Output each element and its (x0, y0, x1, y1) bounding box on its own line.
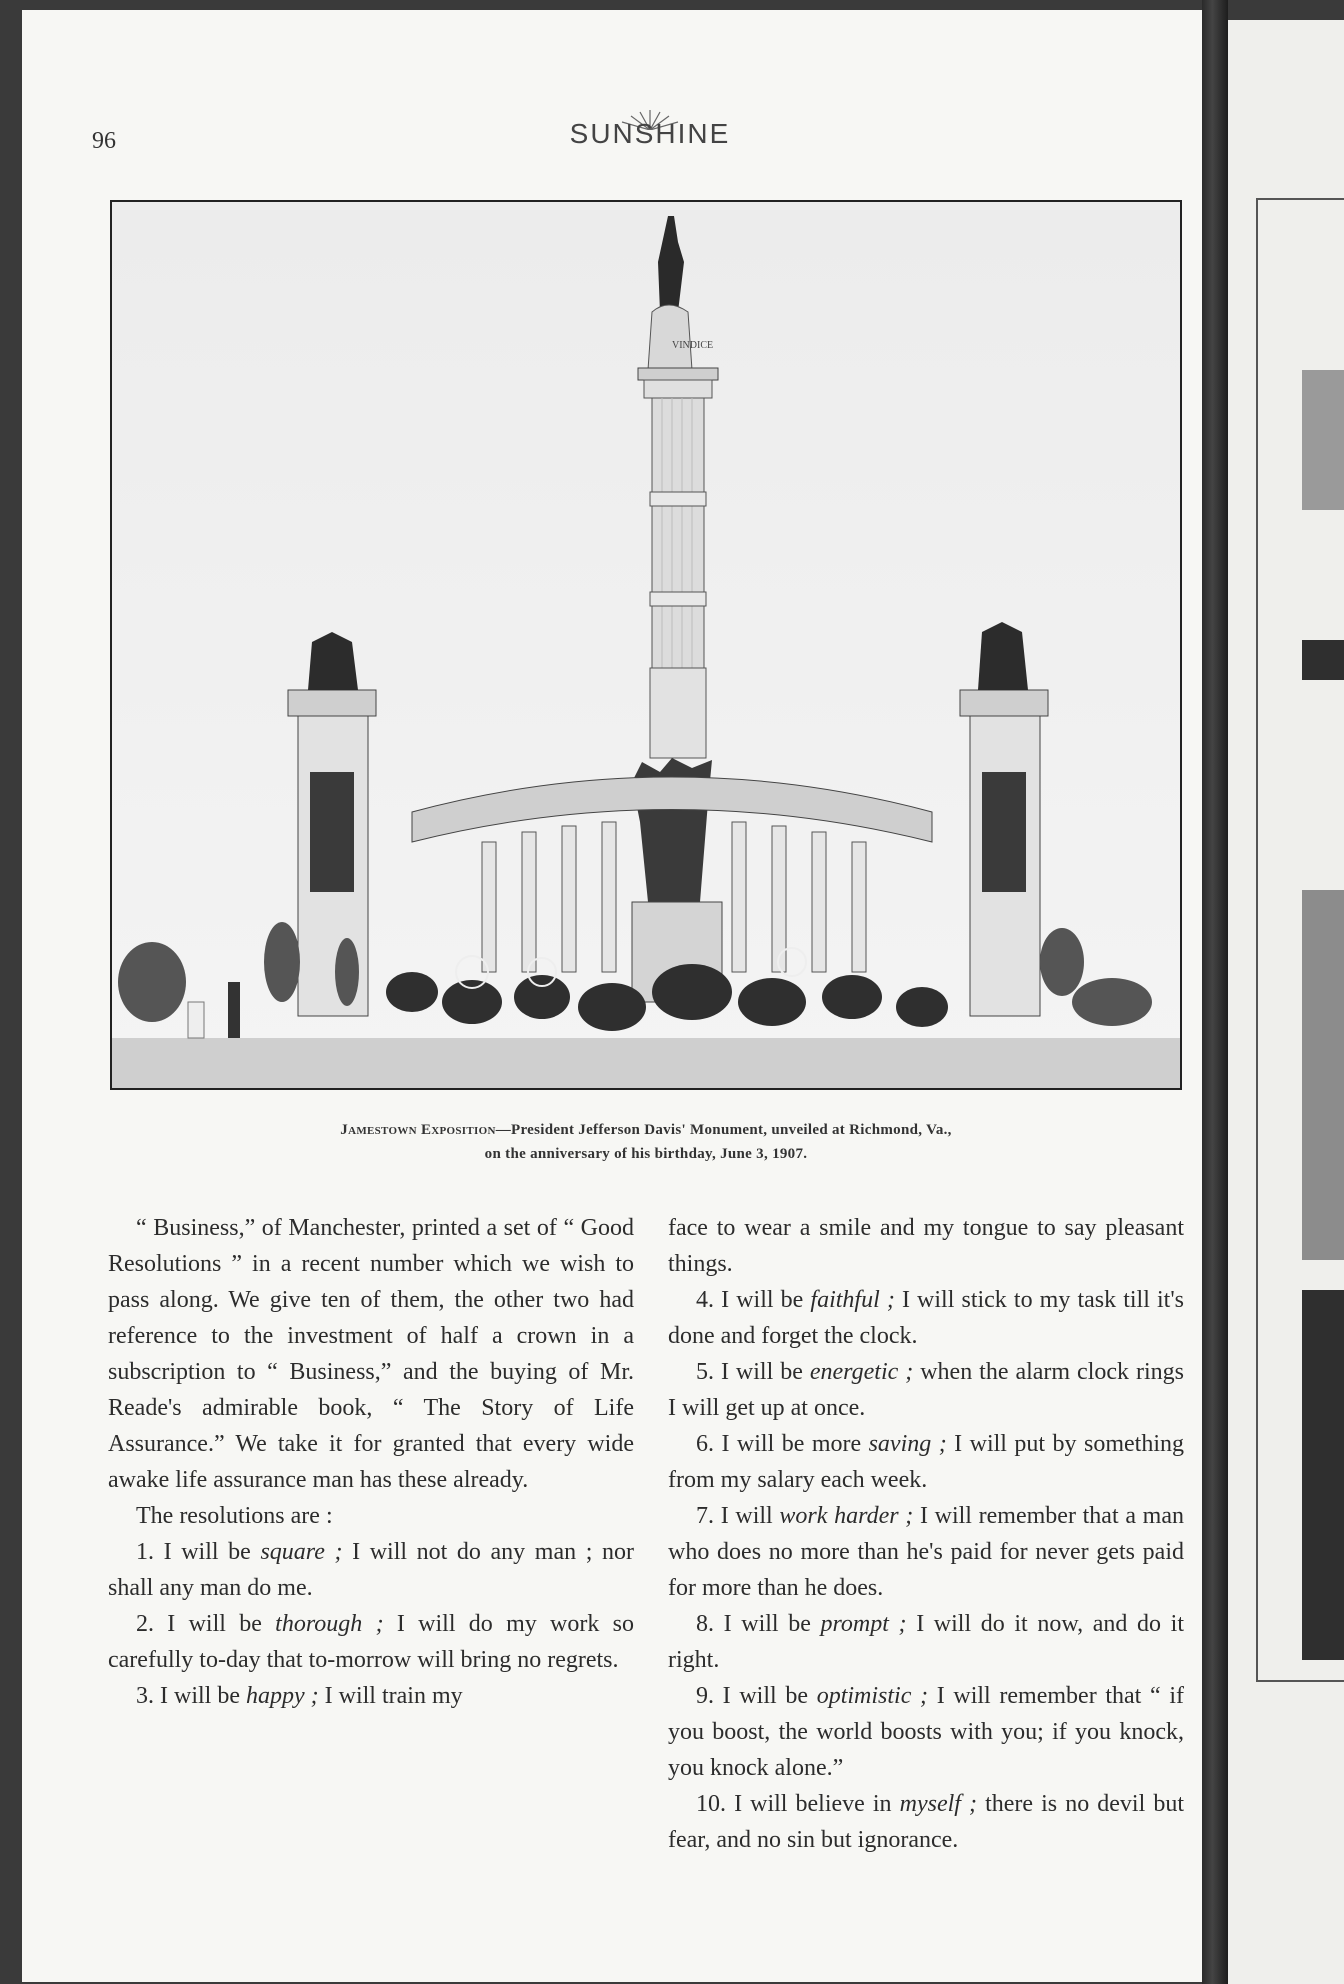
book-gutter (1202, 0, 1228, 1984)
resolution-5: 5. I will be energetic ; when the alarm clock rings I will get up at once. (668, 1359, 1184, 1421)
magazine-title: SUNSHINE (569, 118, 731, 149)
monument-photograph (110, 200, 1182, 1090)
resolution-3-continued: face to wear a smile and my tongue to say pleasant things. (668, 1215, 1184, 1277)
resolutions-lead-in: The resolutions are : (136, 1503, 333, 1529)
article-column-left (108, 1210, 634, 1714)
resolution-2: 2. I will be thorough ; I will do my work so carefully to-day that to-morrow will bring no regrets. (108, 1611, 635, 1673)
adjacent-page-frame (1256, 198, 1344, 1682)
resolution-8: 8. I will be prompt ; I will do it now, and do it right. (668, 1611, 1184, 1673)
adjacent-photo (1302, 890, 1344, 1260)
caption-rest: —President Jefferson Davis' Monument, unveiled at Richmond, Va., (495, 1122, 952, 1138)
adjacent-photo (1302, 1290, 1344, 1660)
resolution-4: 4. I will be faithful ; I will stick to my task till it's done and forget the clock. (668, 1287, 1184, 1349)
resolution-6: 6. I will be more saving ; I will put by something from my salary each week. (668, 1431, 1185, 1493)
adjacent-page (1228, 20, 1344, 1984)
resolution-10: 10. I will believe in myself ; there is no devil but fear, and no sin but ignorance. (668, 1791, 1184, 1853)
page-number: 96 (92, 128, 116, 154)
resolution-3-start: 3. I will be happy ; I will train my (136, 1683, 463, 1709)
adjacent-photo (1302, 370, 1344, 510)
photo-caption-line-1 (110, 1122, 1182, 1139)
article-intro: “ Business,” of Manchester, printed a set of “ Good Resolutions ” in a recent number which we wish to pass along. We give ten of them, the other two had reference to the investment of half a crown in a subscription to “ Business,” and the buying of Mr. Reade's admirable book, “ The Story of Life Assurance.” We take it for granted that every wide awake life assurance man has these already. (108, 1215, 634, 1493)
article-column-right (668, 1210, 1184, 1858)
resolution-7: 7. I will work harder ; I will remember that a man who does no more than he's paid for never gets paid for more than he does. (668, 1503, 1184, 1601)
adjacent-photo (1302, 640, 1344, 680)
caption-lead: Jamestown Exposition (340, 1122, 496, 1138)
inscription-text: VINDICE (672, 340, 714, 351)
resolution-9: 9. I will be optimistic ; I will remember that “ if you boost, the world boosts with you; if you knock, you knock alone.” (668, 1683, 1185, 1781)
photo-caption-line-2: on the anniversary of his birthday, June 3, 1907. (484, 1146, 808, 1162)
resolution-1: 1. I will be square ; I will not do any man ; nor shall any man do me. (108, 1539, 634, 1601)
